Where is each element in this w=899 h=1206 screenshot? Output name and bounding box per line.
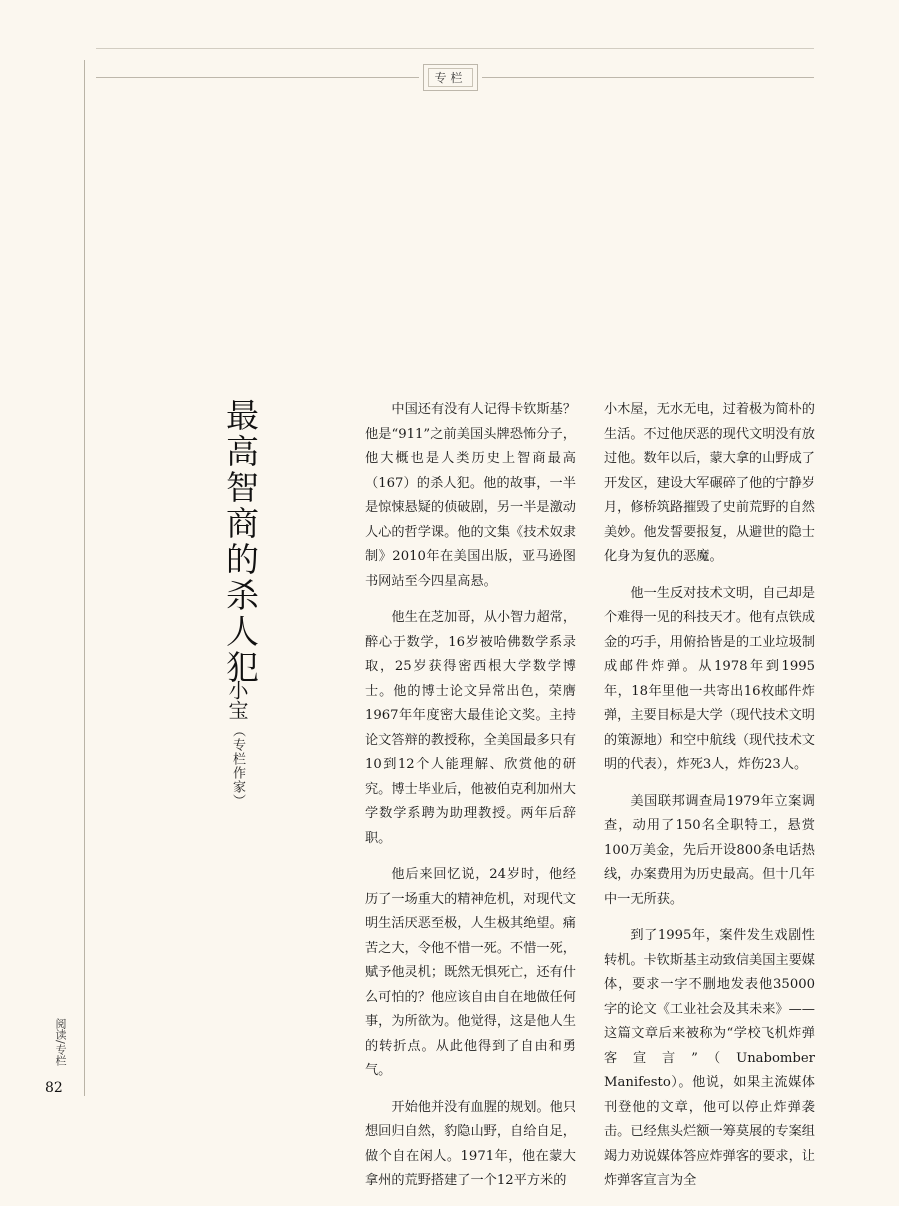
paragraph: 他后来回忆说，24岁时，他经历了一场重大的精神危机，对现代文明生活厌恶至极，人生极其绝望。痛苦之大，令他不惜一死。不惜一死，赋予他灵机；既然无惧死亡，还有什么可怕的？他应该自由自在地做任何事，为所欲为。他觉得，这是他人生的转折点。从此他得到了自由和勇气。 [365,867,576,1078]
header-rule-left [96,77,419,78]
page-number: 82 [45,1080,63,1096]
top-rule [96,48,814,49]
paragraph: 他一生反对技术文明，自己却是个难得一见的科技天才。他有点铁成金的巧手，用俯拾皆是的工业垃圾制成邮件炸弹。从1978年到1995年，18年里他一共寄出16枚邮件炸弹，主要目标是大学（现代技术文明的策源地）和空中航线（现代技术文明的代表），炸死3人，炸伤23人。 [604,585,816,772]
header-rule-right [482,77,814,78]
paragraph: 他生在芝加哥，从小智力超常，醉心于数学，16岁被哈佛数学系录取，25岁获得密西根大学数学博士。他的博士论文异常出色，荣膺1967年年度密大最佳论文奖。主持论文答辩的教授称，全美国最多只有10到12个人能理解、欣赏他的研究。博士毕业后，他被伯克利加州大学数学系聘为助理教授。两年后辞职。 [365,610,577,846]
author-role: （专栏作家） [230,724,245,808]
author-name: 小宝 [225,680,249,720]
article-title: 最高智商的杀人犯 [221,398,260,686]
paragraph: 开始他并没有血腥的规划。他只想回归自然，豹隐山野，自给自足，做个自在闲人。1971年，他在蒙大拿州的荒野搭建了一个12平方米的 [365,1099,577,1188]
column-tag-label: 专栏 [428,68,473,87]
paragraph: 到了1995年，案件发生戏剧性转机。卡钦斯基主动致信美国主要媒体，要求一字不删地发表他35000字的论文《工业社会及其未来》——这篇文章后来被称为“学校飞机炸弹客宣言”（Unabomber Manifesto）。他说，如果主流媒体刊登他的文章，他可以停止炸弹袭击。已经焦头烂额一筹莫展的专案组竭力劝说媒体答应炸弹客的要求，让炸弹客宣言为全 [604,928,815,1188]
footer-section-label: 阅读/专栏 [54,1018,67,1066]
left-margin-rule [84,60,85,1096]
paragraph: 美国联邦调查局1979年立案调查，动用了150名全职特工，悬赏100万美金，先后开设800条电话热线，办案费用为历史最高。但十几年中一无所获。 [604,793,815,907]
column-tag [423,64,478,91]
paragraph: 中国还有没有人记得卡钦斯基？他是“911”之前美国头牌恐怖分子，他大概也是人类历史上智商最高（167）的杀人犯。他的故事，一半是惊悚悬疑的侦破剧，另一半是激动人心的哲学课。他的文集《技术奴隶制》2010年在美国出版，亚马逊图书网站至今四星高悬。 [365,402,577,589]
article-column-1 [365,398,576,1206]
paragraph-continued: 小木屋，无水无电，过着极为简朴的生活。不过他厌恶的现代文明没有放过他。数年以后，蒙大拿的山野成了开发区，建设大军碾碎了他的宁静岁月，修桥筑路摧毁了史前荒野的自然美妙。他发誓要报复，从避世的隐士化身为复仇的恶魔。 [604,402,815,564]
article-column-2 [604,398,815,1206]
